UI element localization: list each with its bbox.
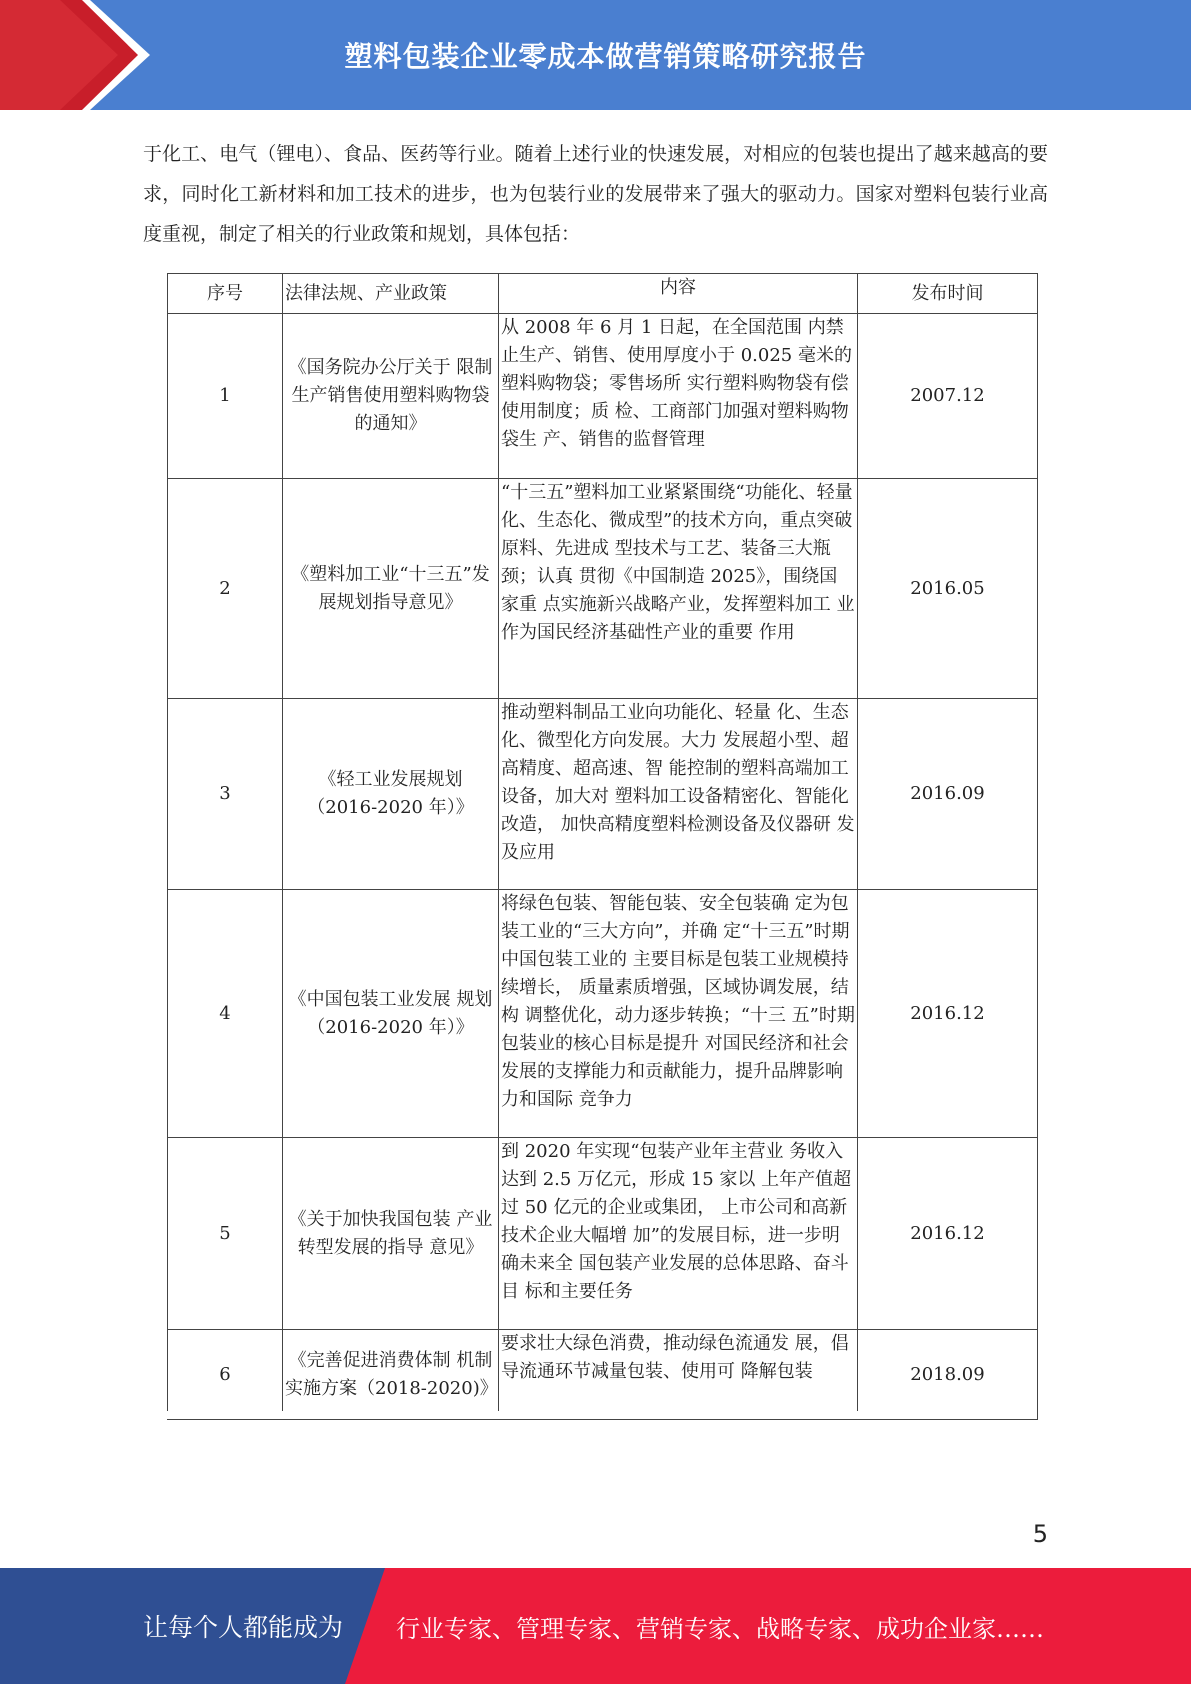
- page-header: [0, 0, 1191, 110]
- table-row: [168, 1138, 1038, 1330]
- row-date: 2018.09: [858, 1330, 1038, 1420]
- table-row: [168, 1330, 1038, 1420]
- row-law: 《完善促进消费体制 机制实施方案（2018-2020)》: [283, 1330, 499, 1420]
- row-content: 从 2008 年 6 月 1 日起，在全国范围 内禁止生产、销售、使用厚度小于 0.025 毫米的塑料购物袋；零售场所 实行塑料购物袋有偿使用制度；质 检、工商部门加强对塑料购物袋生 产、销售的监督管理: [499, 314, 858, 479]
- row-no: 2: [168, 479, 283, 699]
- report-title: 塑料包装企业零成本做营销策略研究报告: [344, 40, 867, 73]
- row-date: 2016.09: [858, 699, 1038, 890]
- header-date: 发布时间: [858, 274, 1038, 314]
- table-row: [168, 890, 1038, 1138]
- row-content: 推动塑料制品工业向功能化、轻量 化、生态化、微型化方向发展。大力 发展超小型、超高精度、超高速、智 能控制的塑料高端加工设备，加大对 塑料加工设备精密化、智能化改造， 加快高精度塑料检测设备及仪器研 发及应用: [499, 699, 858, 890]
- table-row: [168, 314, 1038, 479]
- row-law: 《轻工业发展规划（2016-2020 年）》: [283, 699, 499, 890]
- row-no: 6: [168, 1330, 283, 1420]
- row-no: 1: [168, 314, 283, 479]
- header-content: 内容: [499, 274, 858, 314]
- row-content: 要求壮大绿色消费，推动绿色流通发 展，倡导流通环节减量包装、使用可 降解包装: [499, 1330, 858, 1420]
- row-law: 《国务院办公厅关于 限制生产销售使用塑料购物袋的通知》: [283, 314, 499, 479]
- row-content: “十三五”塑料加工业紧紧围绕“功能化、轻量化、生态化、微成型”的技术方向，重点突破原料、先进成 型技术与工艺、装备三大瓶颈；认真 贯彻《中国制造 2025》，围绕国家重 点实施新兴战略产业，发挥塑料加工 业作为国民经济基础性产业的重要 作用: [499, 479, 858, 699]
- page-number: 5: [1032, 1520, 1048, 1548]
- row-date: 2016.05: [858, 479, 1038, 699]
- row-no: 3: [168, 699, 283, 890]
- row-date: 2016.12: [858, 890, 1038, 1138]
- row-no: 4: [168, 890, 283, 1138]
- table-row: [168, 699, 1038, 890]
- footer-slogan-left: 让每个人都能成为: [143, 1613, 344, 1642]
- row-law: 《塑料加工业“十三五”发展规划指导意见》: [283, 479, 499, 699]
- row-content: 到 2020 年实现“包装产业年主营业 务收入达到 2.5 万亿元，形成 15 家以 上年产值超过 50 亿元的企业或集团， 上市公司和高新技术企业大幅增 加”的发展目标，进一步明确未来全 国包装产业发展的总体思路、奋斗目 标和主要任务: [499, 1138, 858, 1330]
- row-law: 《中国包装工业发展 规划（2016-2020 年）》: [283, 890, 499, 1138]
- policy-table: [167, 273, 1038, 1420]
- footer-slogan-right: 行业专家、管理专家、营销专家、战略专家、成功企业家……: [396, 1614, 1044, 1643]
- table-header-row: [168, 274, 1038, 314]
- row-law: 《关于加快我国包装 产业转型发展的指导 意见》: [283, 1138, 499, 1330]
- page-footer: [0, 1568, 1191, 1684]
- table-row: [168, 479, 1038, 699]
- row-content: 将绿色包装、智能包装、安全包装确 定为包装工业的“三大方向”，并确 定“十三五”时期中国包装工业的 主要目标是包装工业规模持续增长， 质量素质增强，区域协调发展，结构 调整优化，动力逐步转换；“十三 五”时期包装业的核心目标是提升 对国民经济和社会发展的支撑能力和贡献能力，提升品牌影响力和国际 竞争力: [499, 890, 858, 1138]
- header-law: 法律法规、产业政策: [283, 274, 499, 314]
- row-no: 5: [168, 1138, 283, 1330]
- table-page-break: [160, 1411, 1030, 1419]
- intro-paragraph: 于化工、电气（锂电）、食品、医药等行业。随着上述行业的快速发展，对相应的包装也提出了越来越高的要求，同时化工新材料和加工技术的进步，也为包装行业的发展带来了强大的驱动力。国家对塑料包装行业高度重视，制定了相关的行业政策和规划，具体包括：: [143, 143, 1048, 245]
- header-no: 序号: [168, 274, 283, 314]
- row-date: 2007.12: [858, 314, 1038, 479]
- row-date: 2016.12: [858, 1138, 1038, 1330]
